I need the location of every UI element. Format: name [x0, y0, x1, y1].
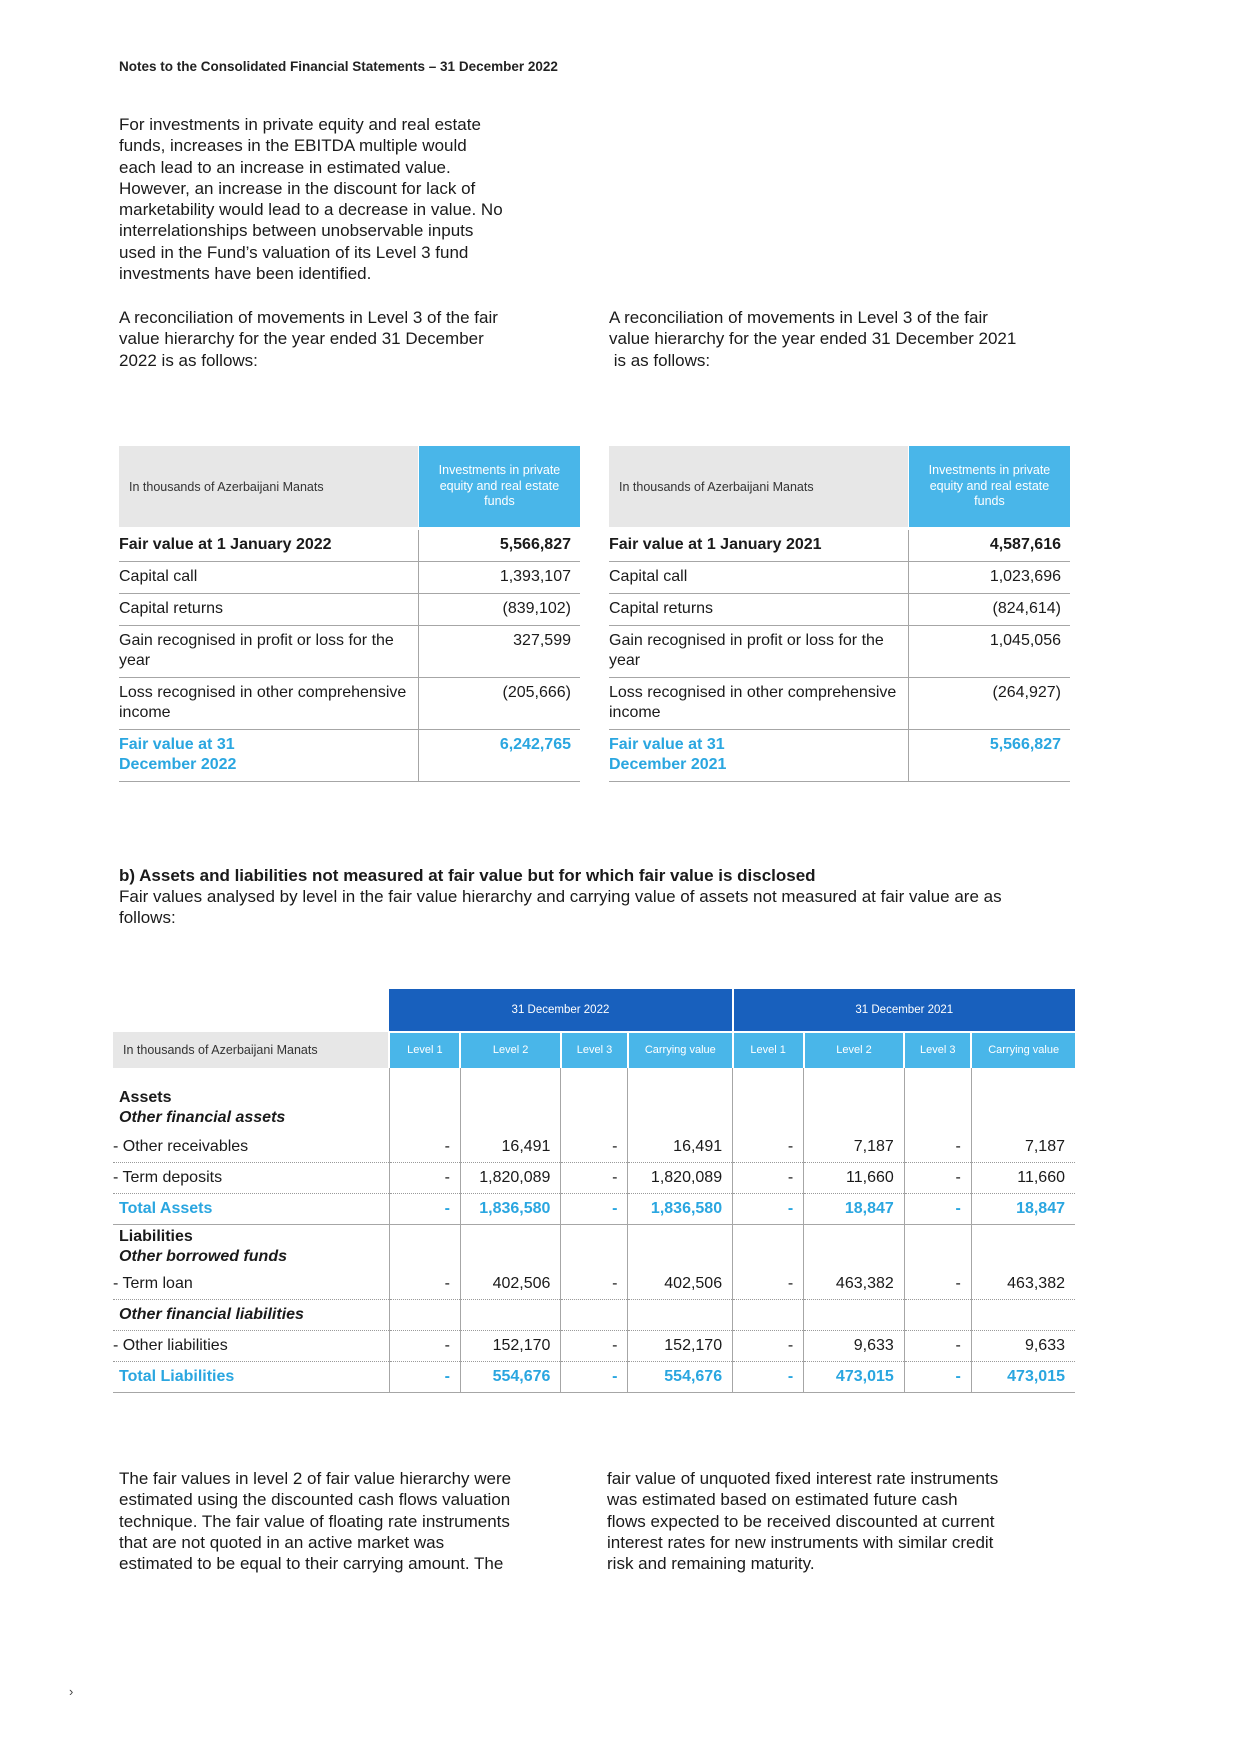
row-value: 1,045,056 — [908, 626, 1070, 678]
cell: 16,491 — [628, 1132, 733, 1163]
recon-intro-line: value hierarchy for the year ended 31 December — [119, 329, 484, 349]
cell: - — [904, 1194, 971, 1225]
table-row — [119, 562, 580, 594]
cell: - — [904, 1225, 971, 1300]
cell: 463,382 — [804, 1225, 905, 1300]
table-row — [119, 678, 580, 730]
cell: - — [904, 1331, 971, 1362]
table-row — [113, 1225, 1075, 1300]
page-marker: › — [69, 1684, 74, 1699]
row-value: (264,927) — [908, 678, 1070, 730]
col-header: Carrying value — [628, 1032, 733, 1068]
cell: 402,506 — [628, 1225, 733, 1300]
table-row — [119, 594, 580, 626]
table-row — [113, 1300, 1075, 1331]
intro-paragraph — [119, 114, 589, 284]
other-fin-liab-heading: Other financial liabilities — [119, 1306, 304, 1323]
cell: - — [389, 1163, 460, 1194]
liabilities-heading: Liabilities — [119, 1228, 193, 1245]
cell: - — [733, 1331, 804, 1362]
cell: 1,836,580 — [460, 1194, 561, 1225]
section-b-title: b) Assets and liabilities not measured at fair value but for which fair value is disclosed — [119, 866, 816, 885]
fair-value-table — [113, 989, 1075, 1393]
cell: 16,491 — [460, 1132, 561, 1163]
cell: 7,187 — [804, 1132, 905, 1163]
row-label: Fair value at 31 December 2022 — [119, 730, 418, 782]
col-header: Level 1 — [389, 1032, 460, 1068]
cell: - — [561, 1362, 628, 1393]
footer-line: flows expected to be received discounted at current — [607, 1511, 995, 1531]
cell: - — [733, 1194, 804, 1225]
section-b-subtitle: Fair values analysed by level in the fair value hierarchy and carrying value of assets not measured at fair value are as follows: — [119, 887, 1002, 927]
row-label: Capital call — [609, 562, 908, 594]
row-value: 327,599 — [418, 626, 580, 678]
fv-label-header: In thousands of Azerbaijani Manats — [113, 1032, 389, 1068]
group-heading — [113, 1225, 389, 1300]
cell: 554,676 — [628, 1362, 733, 1393]
table-row — [113, 1331, 1075, 1362]
row-label: Gain recognised in profit or loss for the year — [609, 626, 908, 678]
cell: - — [561, 1331, 628, 1362]
recon-intro-2022 — [119, 307, 589, 371]
table-row — [609, 678, 1070, 730]
col-header: Level 2 — [460, 1032, 561, 1068]
col-header: Level 1 — [733, 1032, 804, 1068]
table-row — [113, 1132, 1075, 1163]
cell: 9,633 — [971, 1331, 1075, 1362]
col-header: Level 2 — [804, 1032, 905, 1068]
footer-line: technique. The fair value of floating rate instruments — [119, 1511, 510, 1531]
cell: 402,506 — [460, 1225, 561, 1300]
group-heading — [113, 1068, 389, 1132]
cell: 18,847 — [804, 1194, 905, 1225]
row-value: 4,587,616 — [908, 530, 1070, 562]
intro-line: funds, increases in the EBITDA multiple would — [119, 136, 467, 156]
col-header: Level 3 — [561, 1032, 628, 1068]
col-header: Carrying value — [971, 1032, 1075, 1068]
period-header-2021: 31 December 2021 — [733, 989, 1075, 1032]
recon-header-col: Investments in private equity and real estate funds — [418, 446, 580, 527]
cell: - — [561, 1163, 628, 1194]
cell: 1,836,580 — [628, 1194, 733, 1225]
table-row — [119, 530, 580, 562]
footer-line: fair value of unquoted fixed interest rate instruments — [607, 1469, 999, 1488]
table-row — [113, 1194, 1075, 1225]
intro-line: However, an increase in the discount for lack of — [119, 178, 476, 198]
footer-line: that are not quoted in an active market was — [119, 1532, 445, 1552]
row-label: Capital call — [119, 562, 418, 594]
cell: - — [904, 1132, 971, 1163]
row-label: Total Liabilities — [113, 1362, 389, 1393]
cell: - — [561, 1194, 628, 1225]
cell: 152,170 — [460, 1331, 561, 1362]
cell: 1,820,089 — [460, 1163, 561, 1194]
footer-line: risk and remaining maturity. — [607, 1554, 815, 1574]
row-value: 5,566,827 — [908, 730, 1070, 782]
row-value: (824,614) — [908, 594, 1070, 626]
recon-table-2022 — [119, 446, 580, 782]
assets-subheading: Other financial assets — [119, 1109, 286, 1126]
cell: 554,676 — [460, 1362, 561, 1393]
intro-line: each lead to an increase in estimated value. — [119, 157, 451, 177]
row-value: (839,102) — [418, 594, 580, 626]
footer-text-left — [119, 1468, 589, 1574]
cell: - — [561, 1132, 628, 1163]
cell: 152,170 — [628, 1331, 733, 1362]
row-label: Loss recognised in other comprehensive income — [609, 678, 908, 730]
intro-line: used in the Fund’s valuation of its Level 3 fund — [119, 242, 469, 262]
row-value: 1,023,696 — [908, 562, 1070, 594]
intro-line: interrelationships between unobservable inputs — [119, 221, 474, 241]
page-header: Notes to the Consolidated Financial Statements – 31 December 2022 — [119, 59, 558, 74]
footer-line: The fair values in level 2 of fair value hierarchy were — [119, 1469, 512, 1488]
cell: - — [733, 1225, 804, 1300]
recon-intro-line: A reconciliation of movements in Level 3 of the fair — [609, 308, 988, 327]
footer-line: was estimated based on estimated future cash — [607, 1490, 958, 1510]
table-row — [113, 1068, 1075, 1132]
liabilities-subheading: Other borrowed funds — [119, 1248, 287, 1265]
cell: - — [904, 1362, 971, 1393]
table-row — [609, 594, 1070, 626]
row-value: 6,242,765 — [418, 730, 580, 782]
row-label: - Term deposits — [113, 1163, 389, 1194]
table-row — [609, 562, 1070, 594]
intro-line: For investments in private equity and real estate — [119, 115, 481, 134]
footer-line: estimated using the discounted cash flows valuation — [119, 1490, 511, 1510]
recon-header-label: In thousands of Azerbaijani Manats — [609, 446, 908, 527]
group-heading — [113, 1300, 389, 1331]
recon-intro-line: is as follows: — [609, 350, 711, 370]
cell: 9,633 — [804, 1331, 905, 1362]
footer-line: estimated to be equal to their carrying amount. The — [119, 1554, 504, 1574]
cell: - — [389, 1362, 460, 1393]
cell: 11,660 — [971, 1163, 1075, 1194]
cell: 11,660 — [804, 1163, 905, 1194]
table-row — [119, 730, 580, 782]
cell: 7,187 — [971, 1132, 1075, 1163]
intro-line: investments have been identified. — [119, 264, 372, 284]
recon-header-col: Investments in private equity and real estate funds — [908, 446, 1070, 527]
row-label: Fair value at 1 January 2021 — [609, 530, 908, 562]
table-row — [609, 530, 1070, 562]
table-row — [113, 1163, 1075, 1194]
cell: - — [733, 1132, 804, 1163]
row-value: 5,566,827 — [418, 530, 580, 562]
recon-intro-line: value hierarchy for the year ended 31 December 2021 — [609, 329, 1017, 349]
cell: 1,820,089 — [628, 1163, 733, 1194]
table-row — [119, 626, 580, 678]
cell: 473,015 — [971, 1362, 1075, 1393]
row-label: Capital returns — [119, 594, 418, 626]
row-value: (205,666) — [418, 678, 580, 730]
col-header: Level 3 — [904, 1032, 971, 1068]
recon-intro-2021 — [609, 307, 1079, 371]
cell: - — [389, 1225, 460, 1300]
table-row — [113, 1362, 1075, 1393]
recon-intro-line: A reconciliation of movements in Level 3 of the fair — [119, 308, 498, 327]
row-label: Fair value at 1 January 2022 — [119, 530, 418, 562]
row-label: Capital returns — [609, 594, 908, 626]
cell: 463,382 — [971, 1225, 1075, 1300]
table-row — [609, 626, 1070, 678]
row-label: Loss recognised in other comprehensive income — [119, 678, 418, 730]
row-label: Total Assets — [113, 1194, 389, 1225]
row-label: - Term loan — [113, 1275, 193, 1292]
recon-header-label: In thousands of Azerbaijani Manats — [119, 446, 418, 527]
table-row — [609, 730, 1070, 782]
intro-line: marketability would lead to a decrease in value. No — [119, 200, 503, 220]
cell: - — [904, 1163, 971, 1194]
period-header-2022: 31 December 2022 — [389, 989, 732, 1032]
footer-text-right — [607, 1468, 1077, 1574]
recon-table-2021 — [609, 446, 1070, 782]
row-label: Fair value at 31 December 2021 — [609, 730, 908, 782]
cell: 18,847 — [971, 1194, 1075, 1225]
cell: - — [389, 1132, 460, 1163]
recon-intro-line: 2022 is as follows: — [119, 350, 258, 370]
row-label: - Other liabilities — [113, 1331, 389, 1362]
cell: - — [389, 1194, 460, 1225]
row-value: 1,393,107 — [418, 562, 580, 594]
cell: - — [561, 1225, 628, 1300]
assets-heading: Assets — [119, 1089, 172, 1106]
cell: 473,015 — [804, 1362, 905, 1393]
row-label: - Other receivables — [113, 1132, 389, 1163]
cell: - — [733, 1362, 804, 1393]
cell: - — [733, 1163, 804, 1194]
footer-line: interest rates for new instruments with similar credit — [607, 1532, 994, 1552]
cell: - — [389, 1331, 460, 1362]
row-label: Gain recognised in profit or loss for the year — [119, 626, 418, 678]
